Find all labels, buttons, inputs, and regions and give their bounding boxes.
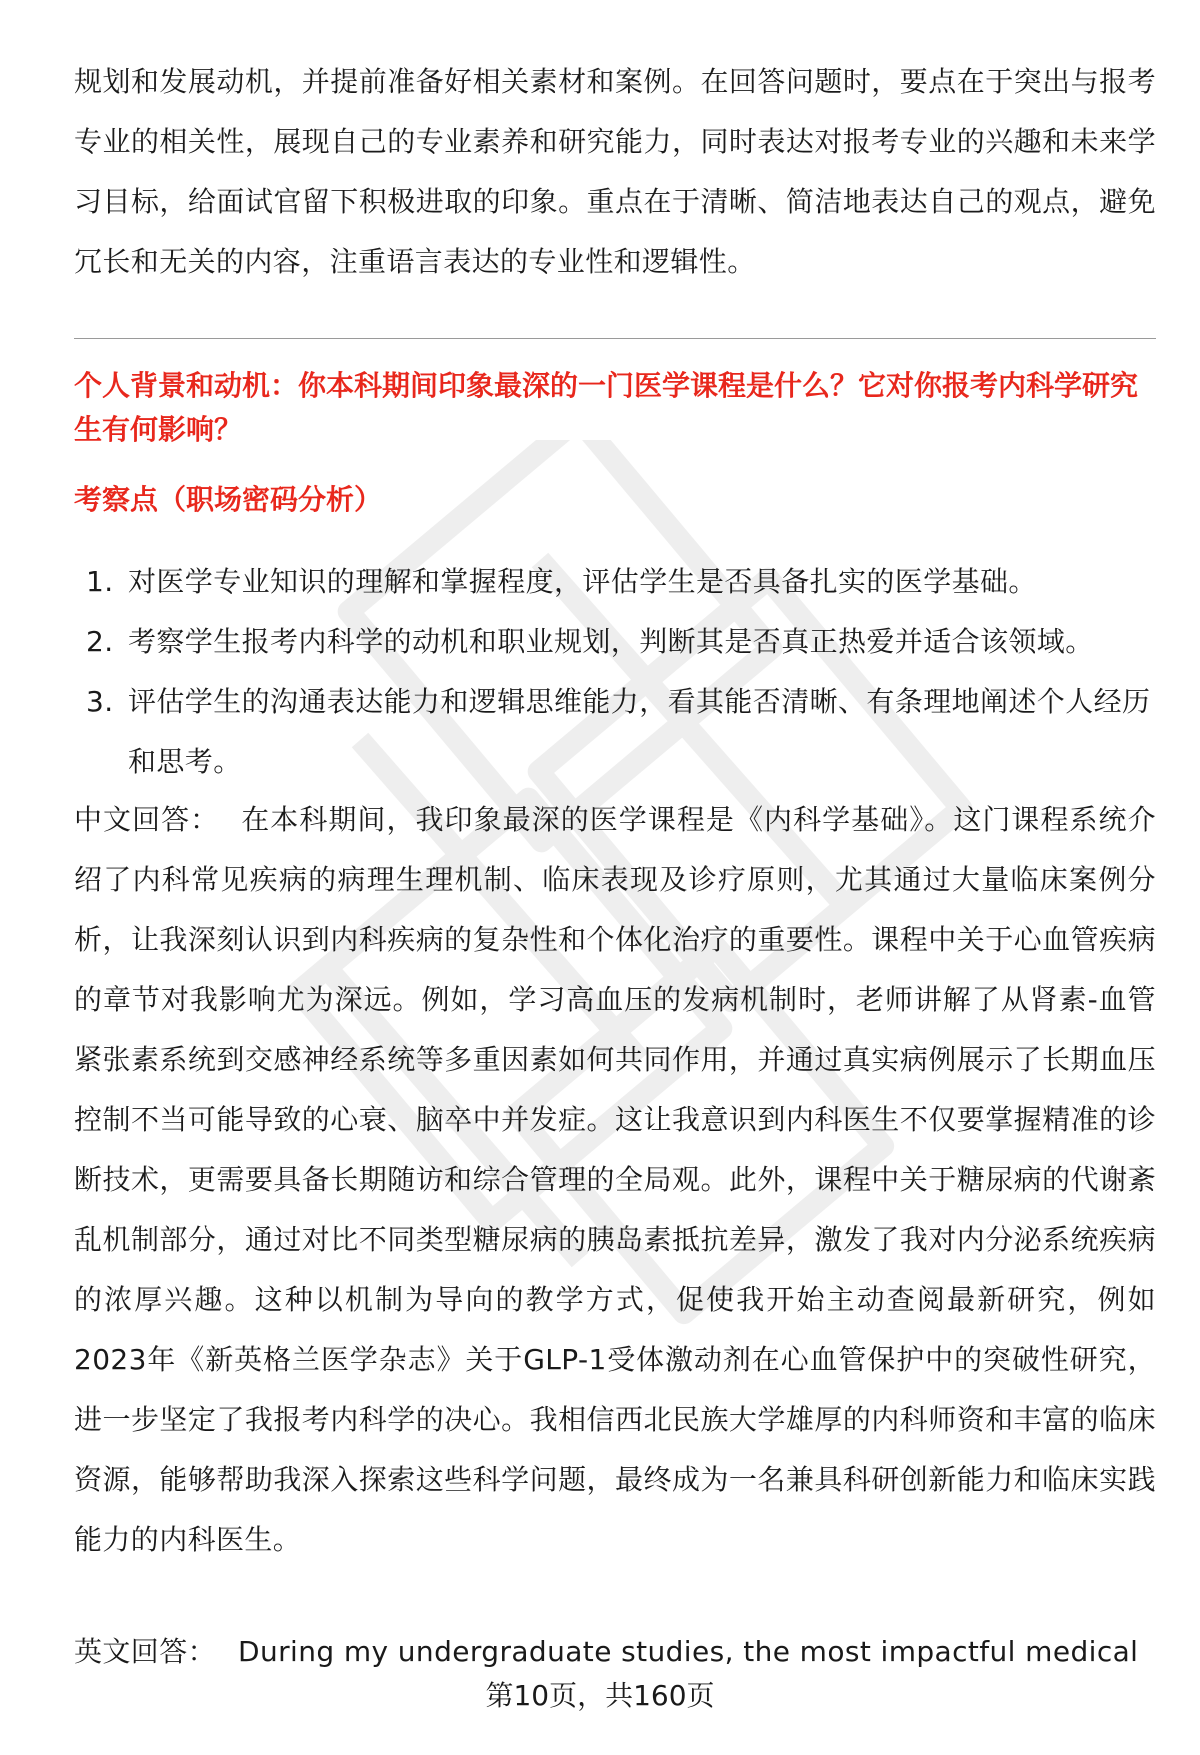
list-item — [74, 672, 1156, 792]
assessment-list — [74, 552, 1156, 792]
intro-paragraph: 规划和发展动机，并提前准备好相关素材和案例。在回答问题时，要点在于突出与报考专业的相关性，展现自己的专业素养和研究能力，同时表达对报考专业的兴趣和未来学习目标，给面试官留下积极进取的印象。重点在于清晰、简洁地表达自己的观点，避免冗长和无关的内容，注重语言表达的专业性和逻辑性。 — [74, 65, 1156, 278]
list-item — [74, 552, 1156, 612]
list-item-number: 2. — [86, 625, 114, 658]
assessment-heading: 考察点（职场密码分析） — [74, 483, 383, 516]
section-divider — [74, 338, 1156, 339]
english-answer-text: During my undergraduate studies, the most impactful medical — [238, 1635, 1139, 1668]
page-indicator: 第10页，共160页 — [485, 1679, 715, 1712]
chinese-answer-label: 中文回答： — [74, 803, 220, 836]
question-heading: 个人背景和动机：你本科期间印象最深的一门医学课程是什么？它对你报考内科学研究生有何影响？ — [74, 369, 1139, 446]
chinese-answer — [74, 790, 1156, 1570]
english-answer — [74, 1622, 1156, 1682]
list-item — [74, 612, 1156, 672]
english-answer-label: 英文回答： — [74, 1635, 217, 1668]
list-item-text: 评估学生的沟通表达能力和逻辑思维能力，看其能否清晰、有条理地阐述个人经历和思考。 — [128, 685, 1151, 778]
list-item-text: 考察学生报考内科学的动机和职业规划，判断其是否真正热爱并适合该领域。 — [128, 625, 1094, 658]
list-item-number: 3. — [86, 685, 114, 718]
list-item-text: 对医学专业知识的理解和掌握程度，评估学生是否具备扎实的医学基础。 — [128, 565, 1037, 598]
list-item-number: 1. — [86, 565, 114, 598]
chinese-answer-text: 在本科期间，我印象最深的医学课程是《内科学基础》。这门课程系统介绍了内科常见疾病的病理生理机制、临床表现及诊疗原则，尤其通过大量临床案例分析，让我深刻认识到内科疾病的复杂性和个体化治疗的重要性。课程中关于心血管疾病的章节对我影响尤为深远。例如，学习高血压的发病机制时，老师讲解了从肾素-血管紧张素系统到交感神经系统等多重因素如何共同作用，并通过真实病例展示了长期血压控制不当可能导致的心衰、脑卒中并发症。这让我意识到内科医生不仅要掌握精准的诊断技术，更需要具备长期随访和综合管理的全局观。此外，课程中关于糖尿病的代谢紊乱机制部分，通过对比不同类型糖尿病的胰岛素抵抗差异，激发了我对内分泌系统疾病的浓厚兴趣。这种以机制为导向的教学方式，促使我开始主动查阅最新研究，例如2023年《新英格兰医学杂志》关于GLP-1受体激动剂在心血管保护中的突破性研究，进一步坚定了我报考内科学的决心。我相信西北民族大学雄厚的内科师资和丰富的临床资源，能够帮助我深入探索这些科学问题，最终成为一名兼具科研创新能力和临床实践能力的内科医生。 — [74, 803, 1156, 1556]
